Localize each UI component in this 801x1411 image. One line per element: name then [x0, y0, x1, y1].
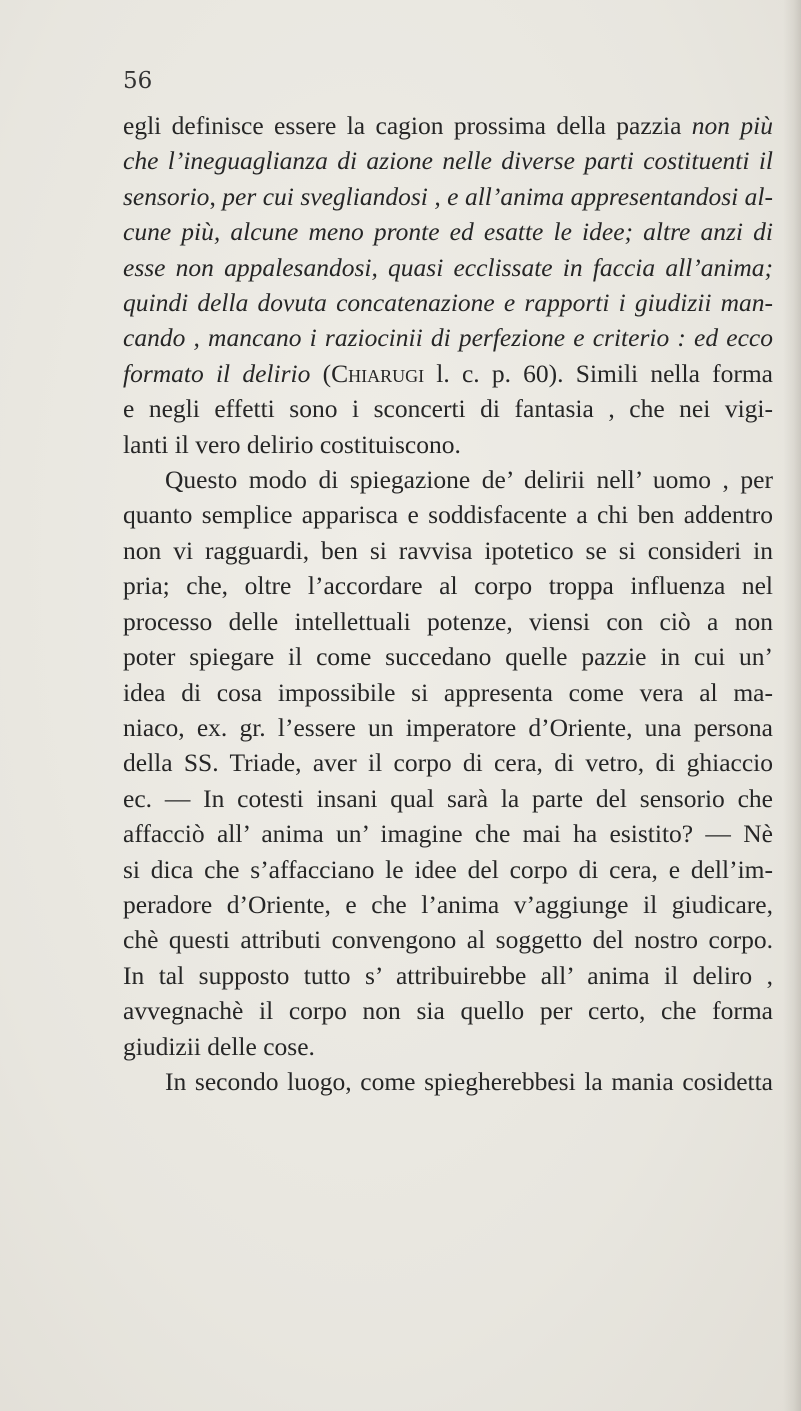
text-line: peradore d’Oriente, e che l’anima v’aggiunge il giudicare,	[123, 889, 773, 919]
text-line: lanti il vero delirio costituiscono.	[123, 429, 461, 459]
text-span: ,	[209, 181, 223, 211]
text-line: poter spiegare il come succedano quelle pazzie in cui un’	[123, 642, 773, 672]
italic-span: per cui svegliandosi , e all’anima appresentandosi al-	[222, 181, 773, 211]
text-line	[123, 108, 773, 143]
text-line: idea di cosa impossibile si appresenta come vera al ma-	[123, 677, 773, 707]
text-line: della SS. Triade, aver il corpo di cera, di vetro, di ghiaccio	[123, 748, 773, 778]
body-text	[123, 108, 773, 1099]
text-line: ec. — In cotesti insani qual sarà la parte del sensorio che	[123, 783, 773, 813]
text-line: che l’ineguaglianza di azione nelle diverse parti costituenti il	[123, 146, 773, 176]
page-edge-shadow	[783, 0, 801, 1411]
text-line: esse non appalesandosi, quasi ecclissate in faccia all’anima;	[123, 252, 773, 282]
italic-span: sensorio	[123, 181, 210, 211]
text-line: cando , mancano i raziocinii di perfezione e criterio : ed ecco	[123, 323, 773, 353]
paragraph-1	[123, 108, 773, 462]
text-line: chè questi attributi convengono al soggetto del nostro corpo.	[123, 925, 773, 955]
text-span: (	[310, 358, 332, 388]
paragraph-2	[123, 462, 773, 1064]
text-span: egli definisce essere la cagion prossima della pazzia	[123, 111, 692, 140]
paragraph-3	[123, 1064, 773, 1099]
text-line	[123, 179, 773, 214]
text-line: affacciò all’ anima un’ imagine che mai ha esistito? — Nè	[123, 819, 773, 849]
text-line: quindi della dovuta concatenazione e rapporti i giudizii man-	[123, 288, 773, 318]
text-line: pria; che, oltre l’accordare al corpo troppa influenza nel	[123, 571, 773, 601]
page-number: 56	[123, 68, 153, 94]
text-line: si dica che s’affacciano le idee del corpo di cera, e dell’im-	[123, 854, 773, 884]
text-line: In tal supposto tutto s’ attribuirebbe all’ anima il deliro ,	[123, 960, 773, 990]
text-line: processo delle intellettuali potenze, viensi con ciò a non	[123, 606, 773, 636]
text-line: quanto semplice apparisca e soddisfacente a chi ben addentro	[123, 500, 773, 530]
text-span: l. c. p. 60). Simili nella forma	[424, 358, 773, 388]
text-line: niaco, ex. gr. l’essere un imperatore d’Oriente, una persona	[123, 712, 773, 742]
text-line: giudizii delle cose.	[123, 1031, 315, 1061]
text-line: non vi ragguardi, ben si ravvisa ipotetico se si consideri in	[123, 535, 773, 565]
italic-span: non più	[691, 111, 774, 140]
text-line: avvegnachè il corpo non sia quello per certo, che forma	[123, 996, 773, 1026]
text-line: In secondo luogo, come spiegherebbesi la mania cosidetta	[165, 1066, 773, 1096]
text-line: e negli effetti sono i sconcerti di fantasia , che nei vigi-	[123, 394, 773, 424]
author-name: Chiarugi	[331, 358, 425, 388]
text-line: cune più, alcune meno pronte ed esatte le idee; altre anzi di	[123, 217, 773, 247]
text-line	[123, 356, 773, 391]
text-line: Questo modo di spiegazione de’ delirii nell’ uomo , per	[165, 465, 773, 495]
italic-span: formato il delirio	[123, 358, 311, 388]
